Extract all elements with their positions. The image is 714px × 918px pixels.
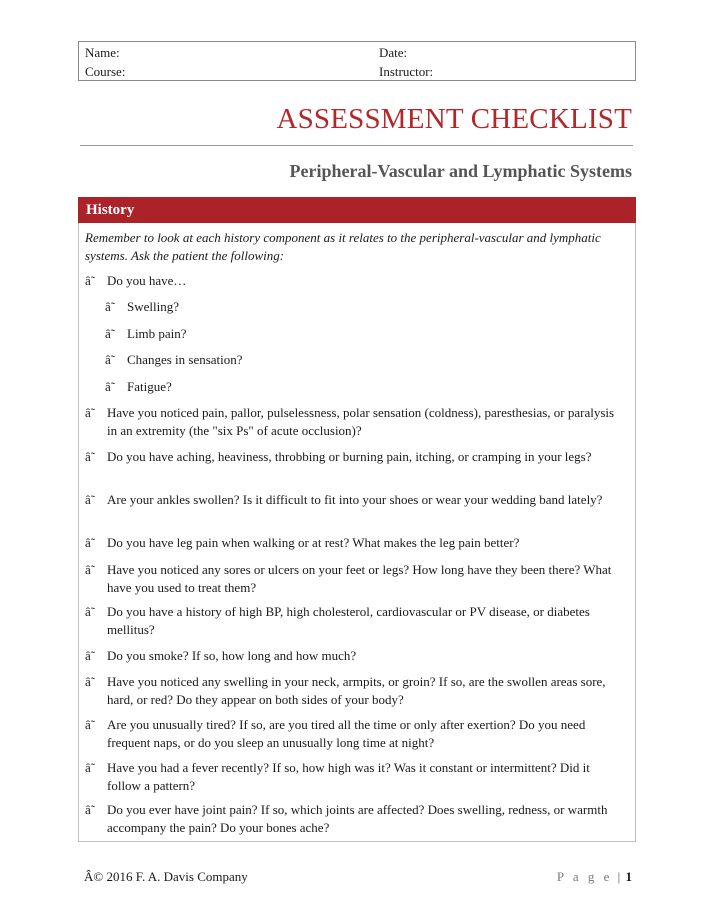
page-separator: | <box>617 869 621 884</box>
checkbox-icon[interactable]: â˜ <box>85 604 103 619</box>
date-label: Date: <box>379 45 408 60</box>
checkbox-icon[interactable]: â˜ <box>85 717 103 732</box>
page-title: ASSESSMENT CHECKLIST <box>276 103 632 135</box>
checkbox-icon[interactable]: â˜ <box>105 326 123 341</box>
history-section <box>78 223 636 842</box>
question-text: Are you unusually tired? If so, are you tired all the time or only after exertion? Do you need frequent naps, or do you sleep an unusually long time at night? <box>107 717 586 750</box>
checkbox-icon[interactable]: â˜ <box>85 273 103 288</box>
checkbox-icon[interactable]: â˜ <box>85 449 103 464</box>
checklist-item <box>85 491 625 509</box>
student-info-box <box>78 41 636 81</box>
checkbox-icon[interactable]: â˜ <box>85 535 103 550</box>
section-intro: Remember to look at each history component as it relates to the peripheral-vascular and lymphatic systems. Ask the patient the following: <box>85 230 601 263</box>
checkbox-icon[interactable]: â˜ <box>85 648 103 663</box>
checklist-item <box>85 801 625 837</box>
checkbox-icon[interactable]: â˜ <box>85 802 103 817</box>
sub-item <box>105 298 179 316</box>
checklist-item <box>85 534 625 552</box>
sub-item <box>105 325 187 343</box>
checklist-item <box>85 561 625 597</box>
sub-item <box>105 378 172 396</box>
checkbox-icon[interactable]: â˜ <box>85 760 103 775</box>
page-subtitle: Peripheral-Vascular and Lymphatic Systems <box>289 161 632 181</box>
sub-item-text: Swelling? <box>127 299 179 314</box>
section-heading-history: History <box>78 197 636 223</box>
question-text: Do you have leg pain when walking or at rest? What makes the leg pain better? <box>107 535 520 550</box>
question-text: Have you noticed pain, pallor, pulselessness, polar sensation (coldness), paresthesias, or paralysis in an extremity (the "six Ps" of acute occlusion)? <box>107 405 615 438</box>
checklist-item <box>85 603 625 639</box>
checklist-item <box>85 716 625 752</box>
checklist-item <box>85 673 625 709</box>
page-number: 1 <box>625 869 632 884</box>
checklist-item <box>85 647 625 665</box>
checklist-item <box>85 759 625 795</box>
checkbox-icon[interactable]: â˜ <box>105 352 123 367</box>
instructor-label: Instructor: <box>379 64 434 79</box>
sub-item-text: Changes in sensation? <box>127 352 243 367</box>
question-text: Do you have aching, heaviness, throbbing or burning pain, itching, or cramping in your legs? <box>107 449 592 464</box>
sub-item-text: Fatigue? <box>127 379 172 394</box>
checklist-item <box>85 404 625 440</box>
copyright-notice: Â© 2016 F. A. Davis Company <box>84 869 248 884</box>
page-number-block <box>557 869 632 885</box>
name-label: Name: <box>85 45 120 60</box>
checklist-item-lead <box>85 272 625 290</box>
checkbox-icon[interactable]: â˜ <box>85 492 103 507</box>
course-label: Course: <box>85 64 126 79</box>
checklist-item <box>85 448 625 466</box>
checkbox-icon[interactable]: â˜ <box>85 674 103 689</box>
question-text: Do you have… <box>107 273 187 288</box>
question-text: Are your ankles swollen? Is it difficult to fit into your shoes or wear your wedding band lately? <box>107 492 603 507</box>
page-word: P a g e <box>556 869 613 884</box>
question-text: Have you had a fever recently? If so, how high was it? Was it constant or intermittent? Did it follow a pattern? <box>107 760 590 793</box>
checkbox-icon[interactable]: â˜ <box>105 299 123 314</box>
checkbox-icon[interactable]: â˜ <box>105 379 123 394</box>
checkbox-icon[interactable]: â˜ <box>85 562 103 577</box>
sub-item <box>105 351 243 369</box>
question-text: Do you ever have joint pain? If so, which joints are affected? Does swelling, redness, or warmth accompany the pain? Do your bones ache? <box>107 802 608 835</box>
title-divider <box>80 145 633 146</box>
question-text: Do you smoke? If so, how long and how much? <box>107 648 357 663</box>
question-text: Have you noticed any sores or ulcers on your feet or legs? How long have they been there? What have you used to treat them? <box>107 562 612 595</box>
question-text: Have you noticed any swelling in your neck, armpits, or groin? If so, are the swollen areas sore, hard, or red? Do they appear on both sides of your body? <box>107 674 606 707</box>
checkbox-icon[interactable]: â˜ <box>85 405 103 420</box>
question-text: Do you have a history of high BP, high cholesterol, cardiovascular or PV disease, or diabetes mellitus? <box>107 604 590 637</box>
sub-item-text: Limb pain? <box>127 326 187 341</box>
